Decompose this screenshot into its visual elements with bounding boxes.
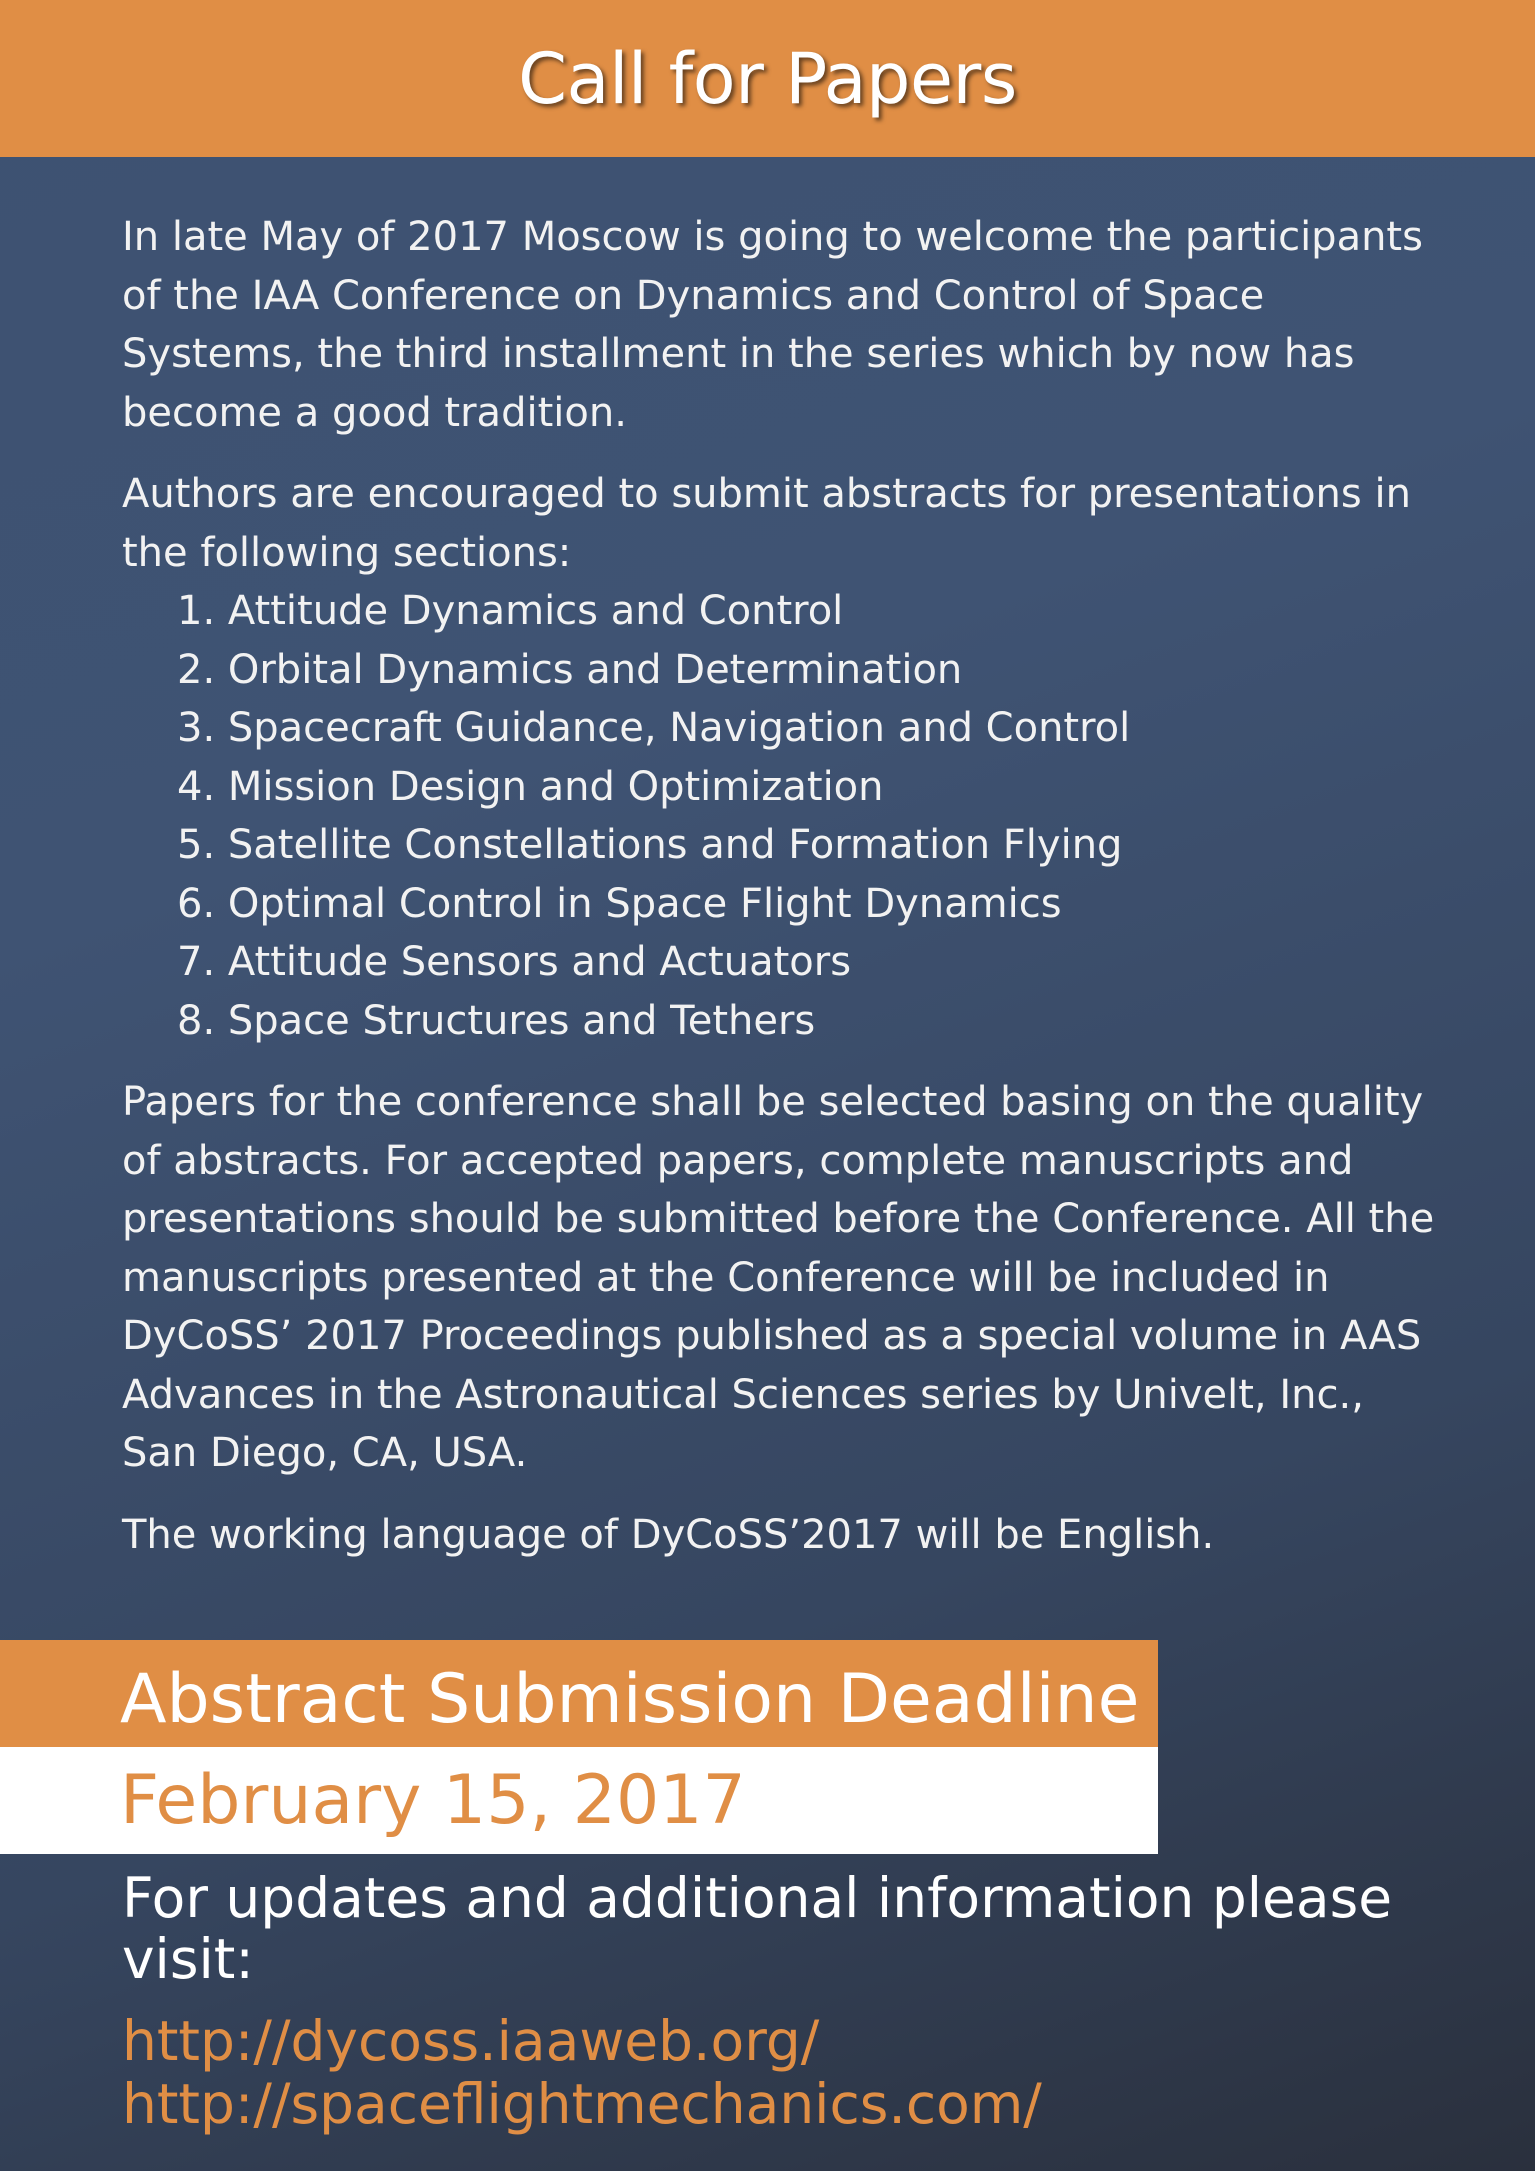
deadline-date: February 15, 2017 bbox=[120, 1761, 746, 1840]
spaceflightmechanics-link[interactable]: http://spaceflightmechanics.com/ bbox=[122, 2072, 1042, 2136]
papers-paragraph: Papers for the conference shall be selected basing on the quality of abstracts. For accepted papers, complete manuscripts and presentations should be submitted before the Conference. All the manuscripts presented at the Conference will be included in DyCoSS’ 2017 Proceedings published as a special volume in AAS Advances in the Astronautical Sciences series by Univelt, Inc., San Diego, CA, USA. bbox=[122, 1079, 1435, 1476]
title-banner bbox=[0, 0, 1535, 157]
section-item: 4. Mission Design and Optimization bbox=[177, 763, 884, 810]
deadline-label-bar bbox=[0, 1640, 1158, 1747]
section-item: 5. Satellite Constellations and Formation Flying bbox=[177, 822, 1123, 868]
deadline-date-bar bbox=[0, 1747, 1158, 1854]
sections-intro: Authors are encouraged to submit abstracts for presentations in the following sections: bbox=[122, 471, 1411, 576]
section-item: 6. Optimal Control in Space Flight Dynamics bbox=[177, 880, 1062, 927]
main-content bbox=[122, 208, 1442, 1564]
section-item: 2. Orbital Dynamics and Determination bbox=[177, 646, 963, 693]
links-block bbox=[122, 2010, 1042, 2136]
updates-text: For updates and additional information please visit: bbox=[122, 1866, 1393, 1991]
page-title: Call for Papers bbox=[518, 37, 1017, 120]
sections-list bbox=[122, 582, 1442, 1050]
section-item: 7. Attitude Sensors and Actuators bbox=[177, 939, 852, 985]
section-item: 8. Space Structures and Tethers bbox=[177, 997, 816, 1044]
section-item: 1. Attitude Dynamics and Control bbox=[177, 588, 844, 634]
dycoss-link[interactable]: http://dycoss.iaaweb.org/ bbox=[122, 2009, 820, 2073]
intro-paragraph: In late May of 2017 Moscow is going to welcome the participants of the IAA Conference on Dynamics and Control of Space Systems, the third installment in the series which by now has become a good tradition. bbox=[122, 214, 1423, 436]
language-paragraph: The working language of DyCoSS’2017 will be English. bbox=[122, 1511, 1215, 1558]
section-item: 3. Spacecraft Guidance, Navigation and Control bbox=[177, 705, 1131, 751]
deadline-label: Abstract Submission Deadline bbox=[120, 1660, 1140, 1739]
